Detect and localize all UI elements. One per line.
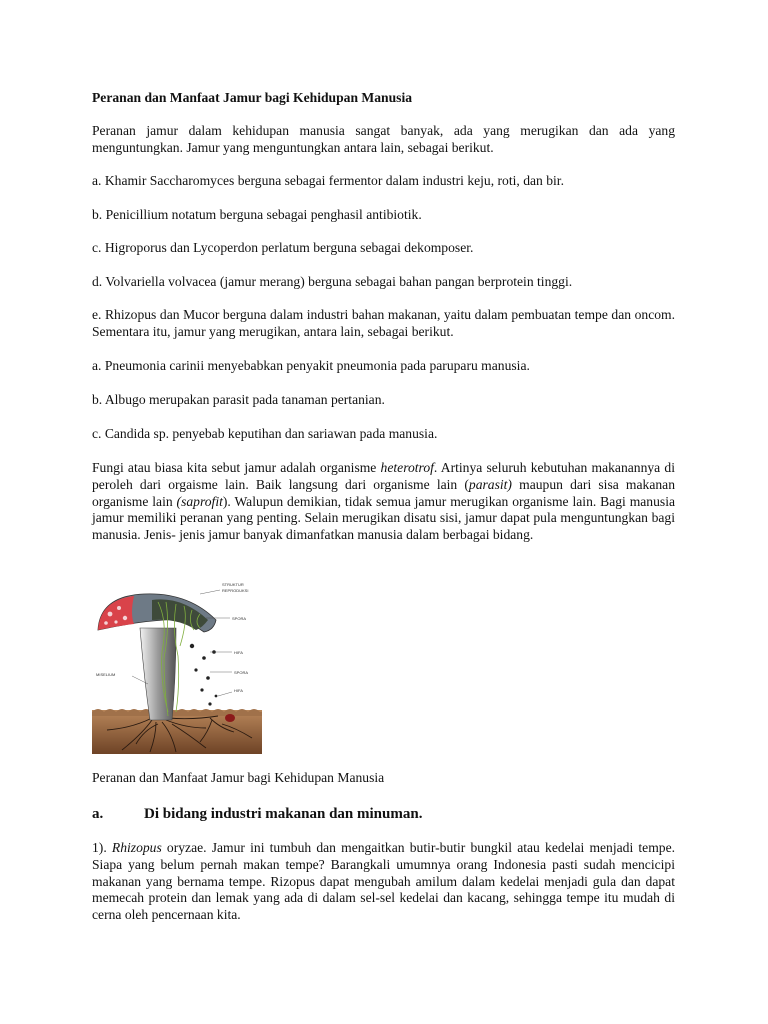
mushroom-structure-figure [92,578,262,754]
rhizopus-paragraph [92,840,675,924]
harm-item-b: b. Albugo merupakan parasit pada tanaman pertanian. [92,392,385,407]
benefit-item-e: e. Rhizopus dan Mucor berguna dalam industri bahan makanan, yaitu dalam pembuatan tempe dan oncom. Sementara itu, jamur yang merugikan, antara lain, sebagai berikut. [92,307,675,339]
label-hypha-1: HIFA [234,650,243,655]
label-structure: STRUKTUR [222,582,244,587]
harm-item-c: c. Candida sp. penyebab keputihan dan sariawan pada manusia. [92,426,438,441]
section-title: Di bidang industri makanan dan minuman. [144,806,423,822]
harm-item-a: a. Pneumonia carinii menyebabkan penyakit pneumonia pada paruparu manusia. [92,358,530,373]
term-rhizopus: Rhizopus [111,840,162,855]
fungi-text-2: . Artinya seluruh kebutuhan makanannya di peroleh dari orgaisme lain. Baik langsung dari organisme lain ( [92,460,675,492]
term-saprofit: (saprofit [176,493,223,509]
benefit-item-c: c. Higroporus dan Lycoperdon perlatum berguna sebagai dekomposer. [92,240,474,255]
label-hypha-2: HIFA [234,688,243,693]
figure-caption: Peranan dan Manfaat Jamur bagi Kehidupan Manusia [92,770,385,785]
benefit-item-a: a. Khamir Saccharomyces berguna sebagai fermentor dalam industri keju, roti, dan bir. [92,173,564,188]
fungi-text-4: ). Walupun demikian, tidak semua jamur merugikan organisme lain. Bagi manusia jamur memiliki peranan yang penting. Selain merugikan disatu sisi, jamur dapat pula menguntungkan bagi manusia. Jenis- jenis jamur banyak dimanfatkan manusia dalam berbagai bidang. [92,493,676,543]
intro-paragraph: Peranan jamur dalam kehidupan manusia sangat banyak, ada yang merugikan dan ada yang menguntungkan. Jamur yang menguntungkan antara lain, sebagai berikut. [92,123,675,155]
fungi-paragraph [92,460,675,544]
germinating-spore [225,714,235,722]
document-title: Peranan dan Manfaat Jamur bagi Kehidupan Manusia [92,90,413,105]
benefit-item-b: b. Penicillium notatum berguna sebagai penghasil antibiotik. [92,207,422,222]
rhizopus-text: oryzae. Jamur ini tumbuh dan mengaitkan butir-butir bungkil atau kedelai menjadi tempe. Siapa yang belum pernah makan tempe? Barangkali umumnya orang Indonesia pasti sudah mencicipi makanan yang bernama tempe. Rizopus dapat mengubah amilum dalam kedelai menjadi gula dan dapat memecah protein dan lemak yang ada di dalam sel-sel kedelai dan kacang, sehingga tempe itu mudah di cerna oleh pencernaan kita. [92,840,676,923]
term-parasit: parasit) [468,476,512,492]
fungi-text-3: maupun dari sisa makanan organisme lain [92,476,675,509]
section-heading [92,806,422,823]
benefit-item-d: d. Volvariella volvacea (jamur merang) berguna sebagai bahan pangan berprotein tinggi. [92,274,573,289]
cap-red-section [98,596,134,630]
label-spore-2: SPORA [234,670,249,675]
spore-dots [190,644,218,706]
label-spore-1: SPORA [232,616,247,621]
section-marker: a. [92,806,104,822]
term-heterotrof: heterotrof [380,460,434,475]
mushroom-stalk [140,628,176,720]
label-reproduction: REPRODUKSI [222,588,249,593]
rhizopus-prefix: 1). [92,840,112,855]
soil-layer [92,710,262,754]
fungi-text-1: Fungi atau biasa kita sebut jamur adalah organisme [92,460,381,475]
label-mycelium: MISELIUM [96,672,116,677]
